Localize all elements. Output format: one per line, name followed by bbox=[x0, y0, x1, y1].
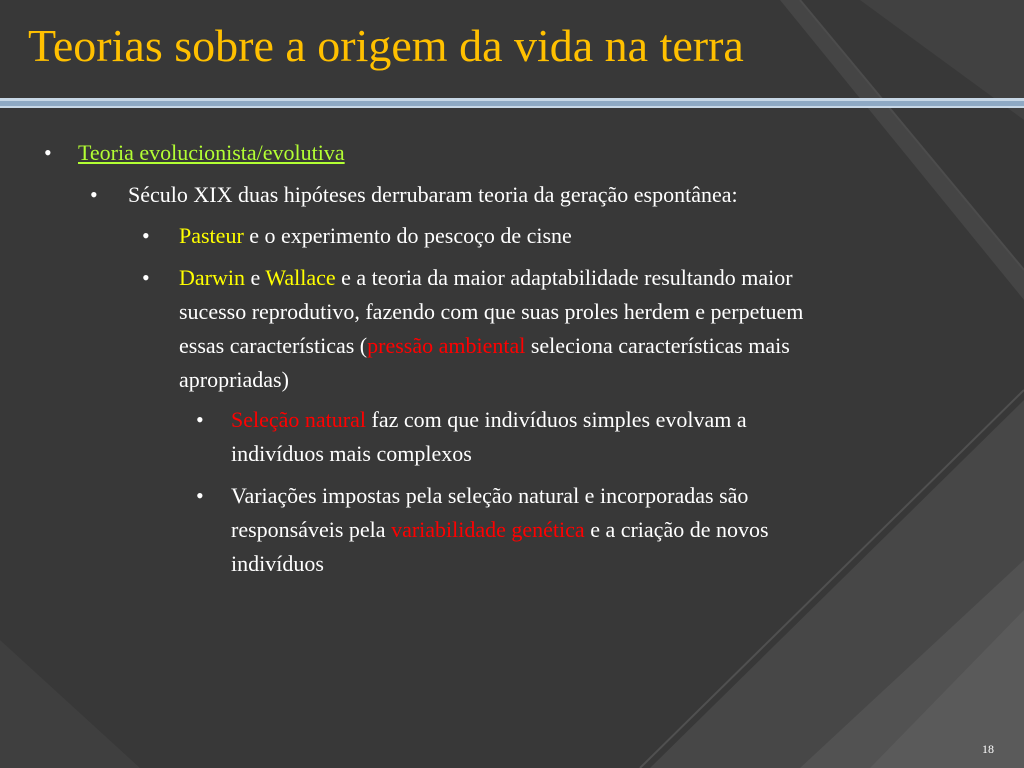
bullet-marker: • bbox=[44, 140, 52, 165]
bullet-text: apropriadas) bbox=[179, 367, 289, 392]
bullet-text: e a teoria da maior adaptabilidade resultando maior bbox=[335, 265, 793, 290]
highlight-darwin: Darwin bbox=[179, 265, 245, 290]
bullet-text: faz com que indivíduos simples evolvam a bbox=[366, 407, 747, 432]
bullet-text: Século XIX duas hipóteses derrubaram teoria da geração espontânea: bbox=[128, 182, 738, 207]
bullet-text: e o experimento do pescoço de cisne bbox=[243, 223, 572, 248]
bullet-level-3-pasteur bbox=[142, 219, 1002, 253]
slide-title: Teorias sobre a origem da vida na terra bbox=[28, 20, 744, 71]
highlight-pasteur: Pasteur bbox=[179, 223, 244, 248]
bullet-level-1 bbox=[44, 136, 1004, 170]
bullet-text: e bbox=[244, 265, 266, 290]
bullet-marker: • bbox=[142, 223, 150, 248]
bullet-level-3-darwin-wallace bbox=[142, 261, 1012, 397]
bullet-text: responsáveis pela bbox=[231, 517, 392, 542]
bullet-text: sucesso reprodutivo, fazendo com que suas proles herdem e perpetuem bbox=[179, 299, 804, 324]
bullet-text: essas características ( bbox=[179, 333, 368, 358]
bullet-marker: • bbox=[142, 265, 150, 290]
bullet-marker: • bbox=[196, 407, 204, 432]
bullet-marker: • bbox=[90, 182, 98, 207]
bullet-level-2 bbox=[90, 178, 1010, 212]
bullet-marker: • bbox=[196, 483, 204, 508]
bullet-text: indivíduos mais complexos bbox=[231, 441, 472, 466]
bullet-level-4-variacoes bbox=[196, 479, 1016, 581]
highlight-pressao-ambiental: pressão ambiental bbox=[367, 333, 526, 358]
page-number: 18 bbox=[982, 742, 994, 756]
topic-link[interactable]: Teoria evolucionista/evolutiva bbox=[78, 140, 345, 165]
bullet-text: seleciona características mais bbox=[525, 333, 790, 358]
highlight-wallace: Wallace bbox=[265, 265, 336, 290]
bullet-text: Variações impostas pela seleção natural e incorporadas são bbox=[231, 483, 749, 508]
bullet-level-4-selecao bbox=[196, 403, 1016, 471]
bullet-text: e a criação de novos bbox=[584, 517, 769, 542]
bullet-text: indivíduos bbox=[231, 551, 324, 576]
highlight-variabilidade-genetica: variabilidade genética bbox=[391, 517, 585, 542]
highlight-selecao-natural: Seleção natural bbox=[231, 407, 366, 432]
